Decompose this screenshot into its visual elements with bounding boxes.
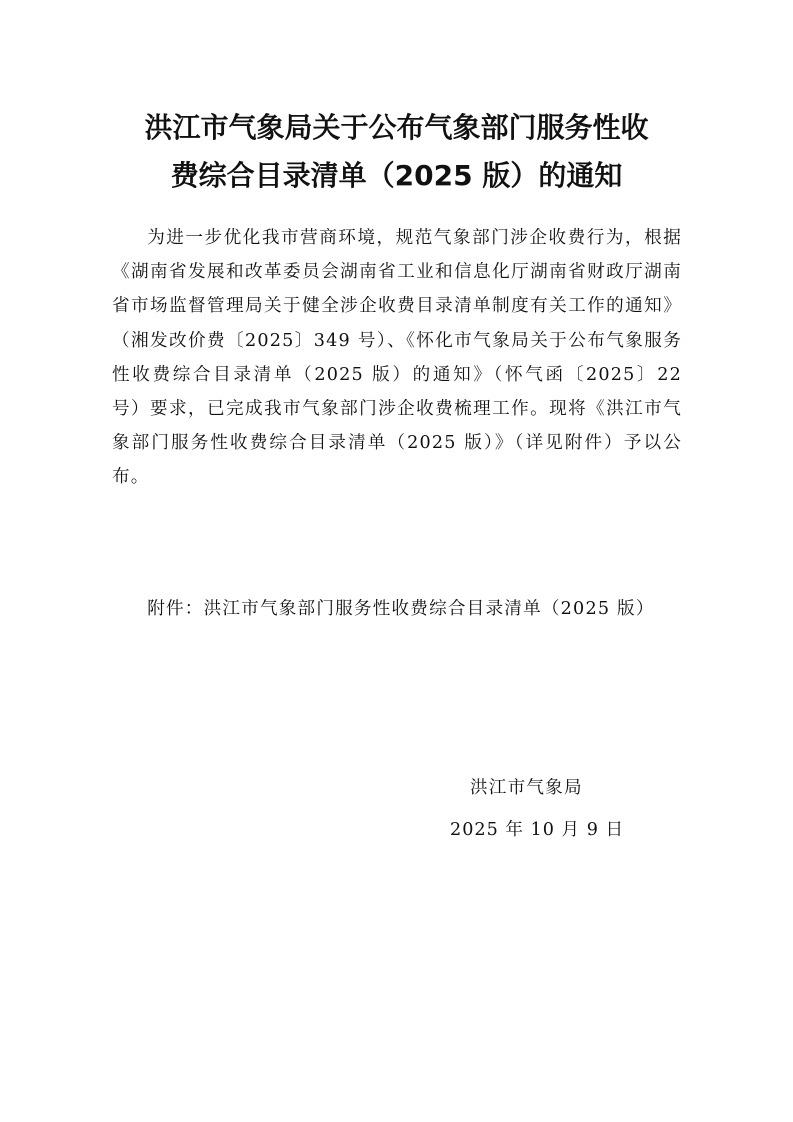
issuer-signature: 洪江市气象局 [470,778,583,798]
document-title [100,104,693,200]
body-paragraph: 为进一步优化我市营商环境，规范气象部门涉企收费行为，根据《湖南省发展和改革委员会湖南省工业和信息化厅湖南省财政厅湖南省市场监督管理局关于健全涉企收费目录清单制度有关工作的通知》（湘发改价费〔2025〕349 号）、《怀化市气象局关于公布气象服务性收费综合目录清单（2025 版）的通知》（怀气函〔2025〕22 号）要求，已完成我市气象部门涉企收费梳理工作。现将《洪江市气象部门服务性收费综合目录清单（2025 版）》（详见附件）予以公布。 [112,228,682,488]
title-line-1: 洪江市气象局关于公布气象部门服务性收 [144,111,649,144]
title-line-2: 费综合目录清单（2025 版）的通知 [170,159,623,192]
attachment-note: 附件：洪江市气象部门服务性收费综合目录清单（2025 版） [147,599,655,619]
issue-date: 2025 年 10 月 9 日 [450,820,625,840]
